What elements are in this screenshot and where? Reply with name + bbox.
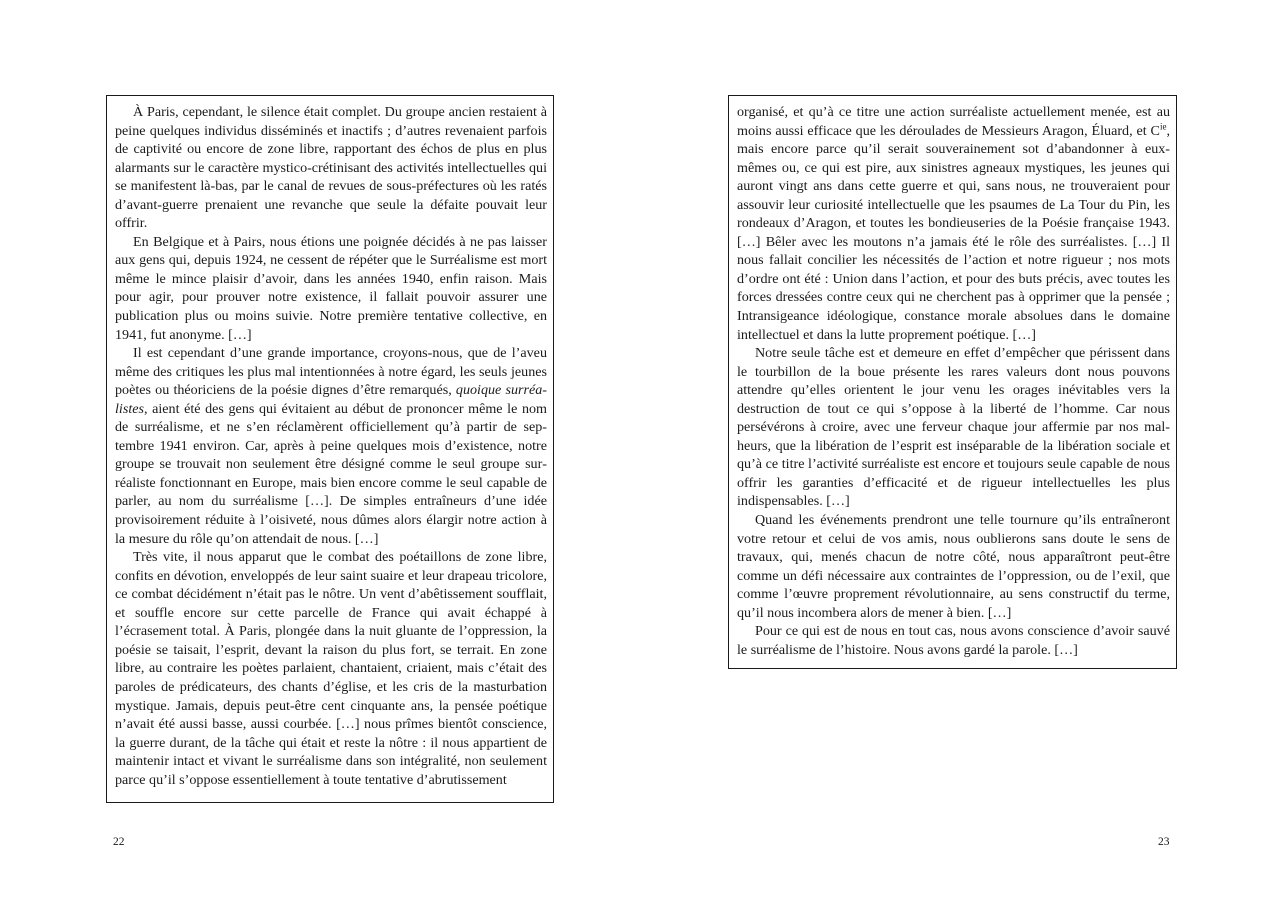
text-span: Pour ce qui est de nous en tout cas, nous avons conscience d’avoir sauvé le surréalisme de l’histoire. Nous avons gardé la parole. […] [737, 623, 1170, 658]
right-page-text-frame [728, 95, 1177, 669]
left-paragraph-2 [115, 233, 547, 344]
text-span: Quand les événements prendront une telle tournure qu’ils entraîneront votre retour et celui de vos amis, nous oublierons sans doute le sens de travaux, qui, menés chacun de notre côté, nous apparaîtront peut-être comme un défi nécessaire aux contraintes de l’oppression, ou de l’exil, que comme l’œuvre proprement révolutionnaire, au sens constructif du terme, qu’il nous incombera alors de mener à bien. […] [737, 512, 1170, 621]
italic-text-span: quoique surréalistes [115, 382, 547, 417]
right-paragraph-4 [737, 622, 1170, 659]
text-span: Il est cependant d’une grande importance, croyons-nous, que de l’aveu même des critiques les plus mal intentionnées à notre égard, les seuls jeunes poètes ou théoriciens de la poésie dignes d’être remarqués, [115, 345, 547, 399]
text-span: , aient été des gens qui évitaient au début de prononcer même le nom de surréalisme, et ne s’en réclamèrent officiellement qu’à partir de septembre 1941 environ. Car, après à peine quelques mois d’existence, notre groupe se trouvait non seulement être désigné comme le seul groupe surréaliste fonctionnant en Europe, mais bien encore comme le seul capable de parler, au nom du surréalisme […]. De simples entraîneurs d’une idée provisoirement réduite à l’oisiveté, nous dûmes alors élargir notre action à la mesure du rôle qu’on attendait de nous. […] [115, 400, 547, 547]
superscript-text: ie [1159, 120, 1167, 131]
right-paragraph-3 [737, 511, 1170, 622]
left-paragraph-1 [115, 103, 547, 233]
text-span: Très vite, il nous apparut que le combat des poétaillons de zone libre, confits en dévotion, enveloppés de leur saint suaire et leur drapeau tricolore, ce combat décidément n’était pas le nôtre. Un vent d’abêtissement soufflait, et souffle encore sur cette parcelle de France qui avait échappé à l’écrasement total. À Paris, plongée dans la nuit gluante de l’oppression, la poésie se taisait, l’esprit, devant la raison du plus fort, se terrait. En zone libre, au contraire les poètes parlaient, chantaient, criaient, mais c’était des paroles de prédicateurs, des chants d’église, et les cris de la masturbation mystique. Jamais, depuis peut-être cent cinquante ans, la pensée poétique n’avait été aussi basse, aussi courbée. […] nous prîmes bientôt conscience, la guerre durant, de la tâche qui était et reste la nôtre : il nous appartient de maintenir intact et vivant le surréalisme dans son intégralité, non seulement parce qu’il s’oppose essentiellement à toute tentative d’abrutissement [115, 549, 547, 788]
left-paragraph-3 [115, 344, 547, 548]
text-span: organisé, et qu’à ce titre une action surréaliste actuellement menée, est au moins aussi efficace que les déroulades de Messieurs Aragon, Éluard, et C [737, 104, 1170, 139]
text-span: En Belgique et à Pairs, nous étions une poignée décidés à ne pas laisser aux gens qui, depuis 1924, ne cessent de répéter que le Surréalisme est mort même le mince plaisir d’avoir, dans les années 1940, enfin raison. Mais pour agir, pour prouver notre existence, il fallait pouvoir assurer une publication plus ou moins suivie. Notre première tentative collective, en 1941, fut anonyme. […] [115, 233, 547, 343]
right-paragraph-1 [737, 103, 1170, 344]
page-number-left: 22 [113, 836, 125, 848]
right-paragraph-2 [737, 344, 1170, 511]
left-page-text-frame [106, 95, 554, 803]
text-span: À Paris, cependant, le silence était complet. Du groupe ancien restaient à peine quelques individus disséminés et inactifs ; d’autres revenaient parfois de captivité ou encore de zone libre, rapportant des échos de plus en plus alarmants sur le caractère mystico-crétinisant des activités intellectuelles qui se manifestent là-bas, par le canal de revues de sous-préfectures où les ratés d’avant-guerre prenaient une revanche que seule la défaite pouvait leur offrir. [115, 104, 547, 232]
text-span: Notre seule tâche est et demeure en effet d’empêcher que périssent dans le tourbillon de la boue présente les rares valeurs dont nous pouvons attendre qu’elles orientent le jour venu les orages inévitables vers la destruction de tout ce qui s’oppose à la liberté de l’homme. Car nous persévérons à croire, avec une ferveur chaque jour affermie par nos malheurs, que la libération de l’esprit est inséparable de la libération sociale et qu’à ce titre l’activité surréaliste est encore et toujours seule capable de nous offrir les garanties d’efficacité et de rigueur intellectuelles les plus indispensables. […] [737, 345, 1170, 510]
page-number-right: 23 [1158, 836, 1170, 848]
text-span: , mais encore parce qu’il serait souverainement sot d’abandonner à eux-mêmes ou, ce qui est pire, aux sinistres agneaux mystiques, les jeunes qui auront vingt ans dans cette guerre et qui, sans nous, ne trouveraient pour assouvir leur curiosité intellectuelle que les psaumes de La Tour du Pin, les rondeaux d’Aragon, et toutes les bondieuseries de la Poésie française 1943. […] Bêler avec les moutons n’a jamais été le rôle des surréalistes. […] Il nous fallait concilier les nécessités de l’action et notre rigueur ; nos mots d’ordre ont été : Union dans l’action, et pour des buts précis, avec toutes les forces dressées contre ceux qui ne cherchent pas à opprimer que la pensée ; Intransigeance idéologique, constance morale absolues dans le domaine intellectuel et dans la lutte proprement poétique. […] [737, 122, 1170, 343]
left-paragraph-4 [115, 548, 547, 789]
